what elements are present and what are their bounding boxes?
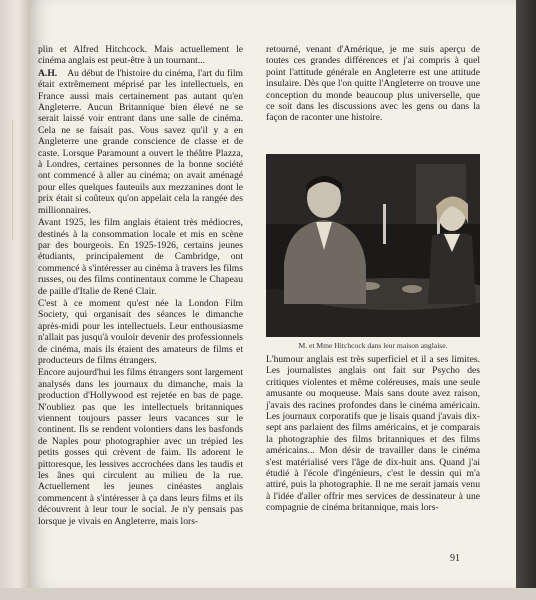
paragraph-text: C'est à ce moment qu'est née la London Film Society, qui organisait des séances le dimanche après-midi pour les intellectuels. Leur enthousiasme n'allait pas jusqu'à vouloir devenir des professionnels de cinéma, mais ils étaient des amateurs de films et producteurs de films étrangers. <box>38 297 243 366</box>
paragraph-text: retourné, venant d'Amérique, je me suis aperçu de toutes ces grandes différences et j'ai compris à quel point l'attitude générale en Angleterre est une attitude insulaire. Dès que l'on quitte l'Angleterre on trouve une conception du monde beaucoup plus universelle, que ce soit dans les discussions avec les gens ou dans la façon de raconter une histoire. <box>266 44 480 124</box>
left-text-column <box>38 44 243 528</box>
page-bottom-edge <box>0 588 536 600</box>
paragraph-text: Au début de l'histoire du cinéma, l'art du film était extrêmement méprisé par les intellectuels, en France aussi mais certainement pas autant qu'en Angleterre. Aucun Britannique bien élevé ne se serait laissé voir entrant dans une salle de cinéma. Cela ne se faisait pas. Vous savez qu'il y a en Angleterre une grande conscience de classe et de caste. Lorsque Paramount a ouvert le théâtre Plazza, à Londres, certaines personnes de la bonne société ont commencé à aller au cinéma; on avait aménagé pour elles quelques fauteuils aux mezzanines dont le prix était si coûteux qu'on appelait cela la rangée des millionnaires. <box>38 67 243 216</box>
right-text-column-top <box>266 44 480 125</box>
right-text-column-bottom <box>266 354 480 515</box>
book-gutter <box>0 0 30 600</box>
paragraph-text: L'humour anglais est très superficiel et il a ses limites. Les journalistes anglais ont fait sur Psycho des critiques violentes et même coléreuses, mais une seule amusante ou moqueuse. Mais sans doute avez raison, j'avais des racines profondes dans le cinéma américain. Les journaux corporatifs que je lisais quand j'avais dix-sept ans parlaient des films américains, et je comparais la photographie des films britanniques et des films américains... Mon désir de travailler dans le cinéma s'est matérialisé vers l'âge de dix-huit ans. Quand j'ai étudié à l'école d'ingénieurs, c'est le dessin qui m'a attiré, puis la photographie. Il ne me serait jamais venu à l'idée d'aller offrir mes services de dessinateur à une compagnie de cinéma britannique, mais lors- <box>266 354 480 514</box>
photo-caption: M. et Mme Hitchcock dans leur maison anglaise. <box>298 341 448 350</box>
hitchcock-photo <box>266 154 480 337</box>
paragraph-text: Encore aujourd'hui les films étrangers sont largement analysés dans les journaux du dimanche, mais la production d'Hollywood est rejetée en bas de page. N'oubliez pas que les intellectuels britanniques viennent toujours passer leurs vacances sur le continent. Ils se rendent volontiers dans les basfonds de Naples pour photographier avec un trépied les petits gosses qui crèvent de faim. Ils adorent le pittoresque, les lessives accrochées dans les taudis et les ânes qui circulent au milieu de la rue. Actuellement les jeunes cinéastes anglais commencent à s'intéresser à ça dans leurs films et ils découvrent à leur tour le social. Je n'y pensais pas lorsque je vivais en Angleterre, mais lors- <box>38 367 243 527</box>
continuation-paragraph: plin et Alfred Hitchcock. Mais actuellement le cinéma anglais est peut-être à un tournant... <box>38 44 243 67</box>
page-number: 91 <box>450 553 460 564</box>
book-cover-edge <box>516 0 536 600</box>
paragraph-text: Avant 1925, les film anglais étaient très médiocres, destinés à la consommation locale et mis en scène par des bourgeois. En 1925-1926, certains jeunes étudiants, principalement de Cambridge, ont commencé à s'intéresser au cinéma à travers les films russes, ou des films continentaux comme le Chapeau de paille d'Italie de René Clair. <box>38 217 243 297</box>
book-page <box>30 0 516 588</box>
speaker-label: A.H. <box>38 67 58 79</box>
gutter-pencil-mark <box>12 120 27 240</box>
photo-illustration <box>266 154 480 337</box>
speaker-paragraph <box>38 68 243 216</box>
